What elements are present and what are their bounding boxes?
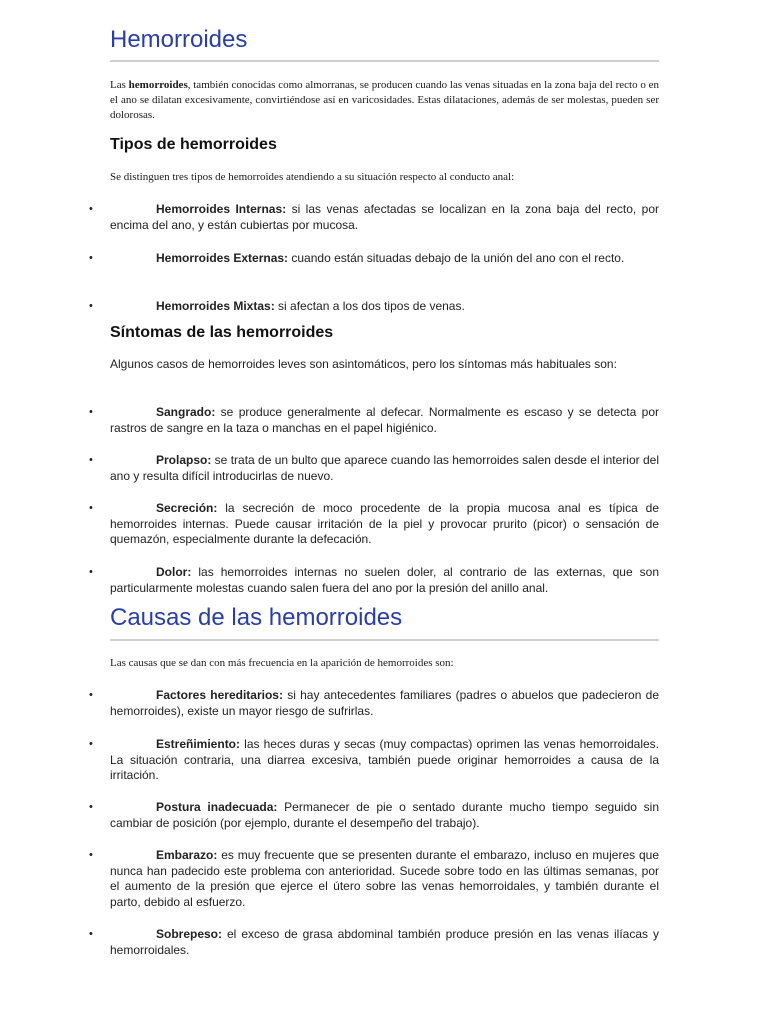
item-term: Postura inadecuada: xyxy=(156,800,278,814)
item-text: si hay antecedentes familiares (padres o abuelos que padecieron de hemorroides), existe un mayor riesgo de sufrirlas. xyxy=(110,688,660,718)
list-item xyxy=(89,202,659,233)
list-item xyxy=(89,848,659,910)
list-item xyxy=(89,800,659,831)
item-term: Sobrepeso: xyxy=(156,927,223,941)
causas-title: Causas de las hemorroides xyxy=(110,604,403,631)
intro-paragraph xyxy=(110,78,659,123)
item-text: el exceso de grasa abdominal también produce presión en las venas ilíacas y hemorroidales. xyxy=(110,927,659,957)
item-text: es muy frecuente que se presenten durante el embarazo, incluso en mujeres que nunca han padecido este problema con anterioridad. Sucede sobre todo en las últimas semanas, por el aumento de la presión que ejerce el útero sobre las venas hemorroidales, y también durante el parto, debido al esfuerzo. xyxy=(110,848,659,909)
causas-divider xyxy=(110,639,659,641)
item-term: Secreción: xyxy=(156,501,218,515)
bullet-icon: • xyxy=(89,300,93,312)
item-text: Permanecer de pie o sentado durante mucho tiempo seguido sin cambiar de posición (por ejemplo, durante el desempeño del trabajo). xyxy=(110,800,659,830)
item-text: la secreción de moco procedente de la propia mucosa anal es típica de hemorroides internas. Puede causar irritación de la piel y provocar prurito (picor) o sensación de quemazón, especialmente durante la defecación. xyxy=(110,501,659,546)
item-text: se produce generalmente al defecar. Normalmente es escaso y se detecta por rastros de sangre en la taza o manchas en el papel higiénico. xyxy=(110,405,659,435)
list-item xyxy=(89,688,660,719)
item-text: si afectan a los dos tipos de venas. xyxy=(274,299,465,313)
bullet-icon: • xyxy=(89,928,93,940)
section-causas xyxy=(110,604,659,638)
list-item xyxy=(89,927,659,958)
bullet-icon: • xyxy=(89,502,93,514)
item-term: Sangrado: xyxy=(156,405,216,419)
item-term: Hemorroides Internas: xyxy=(156,202,287,216)
bullet-icon: • xyxy=(89,406,93,418)
bullet-icon: • xyxy=(89,849,93,861)
item-term: Dolor: xyxy=(156,565,192,579)
item-term: Factores hereditarios: xyxy=(156,688,283,702)
page-title: Hemorroides xyxy=(110,26,248,53)
item-text: cuando están situadas debajo de la unión del ano con el recto. xyxy=(288,251,625,265)
item-term: Hemorroides Externas: xyxy=(156,251,289,265)
bullet-icon: • xyxy=(89,454,93,466)
bullet-icon: • xyxy=(89,801,93,813)
list-item xyxy=(89,501,659,548)
item-term: Estreñimiento: xyxy=(156,737,241,751)
list-item xyxy=(89,405,659,436)
section-hemorroides xyxy=(110,26,659,60)
title-divider xyxy=(110,60,659,62)
tipos-heading: Tipos de hemorroides xyxy=(110,136,277,153)
list-item xyxy=(89,565,659,596)
sintomas-heading: Síntomas de las hemorroides xyxy=(110,324,334,341)
item-text: si las venas afectadas se localizan en la zona baja del recto, por encima del ano, y están cubiertas por mucosa. xyxy=(110,202,659,232)
intro-bold-term: hemorroides xyxy=(128,79,188,91)
item-term: Hemorroides Mixtas: xyxy=(156,299,275,313)
list-item xyxy=(89,453,659,484)
item-term: Embarazo: xyxy=(156,848,218,862)
bullet-icon: • xyxy=(89,252,93,264)
item-text: se trata de un bulto que aparece cuando las hemorroides salen desde el interior del ano y resulta difícil introducirlas de nuevo. xyxy=(110,453,659,483)
intro-text: , también conocidas como almorranas, se producen cuando las venas situadas en la zona baja del recto o en el ano se dilatan excesivamente, convirtiéndose así en varicosidades. Estas dilataciones, además de ser molestas, pueden ser dolorosas. xyxy=(110,79,659,121)
item-term: Prolapso: xyxy=(156,453,212,467)
tipos-intro: Se distinguen tres tipos de hemorroides atendiendo a su situación respecto al conducto anal: xyxy=(110,171,515,183)
intro-prefix: Las xyxy=(110,79,129,91)
list-item xyxy=(89,737,659,784)
list-item xyxy=(89,251,659,267)
bullet-icon: • xyxy=(89,689,93,701)
sintomas-intro: Algunos casos de hemorroides leves son asintomáticos, pero los síntomas más habituales son: xyxy=(110,357,617,371)
list-item xyxy=(89,299,659,315)
bullet-icon: • xyxy=(89,566,93,578)
bullet-icon: • xyxy=(89,738,93,750)
item-text: las heces duras y secas (muy compactas) oprimen las venas hemorroidales. La situación contraria, una diarrea excesiva, también puede originar hemorroides a causa de la irritación. xyxy=(110,737,659,782)
causas-intro: Las causas que se dan con más frecuencia en la aparición de hemorroides son: xyxy=(110,657,454,669)
item-text: las hemorroides internas no suelen doler, al contrario de las externas, que son particularmente molestas cuando salen fuera del ano por la presión del anillo anal. xyxy=(110,565,659,595)
bullet-icon: • xyxy=(89,203,93,215)
